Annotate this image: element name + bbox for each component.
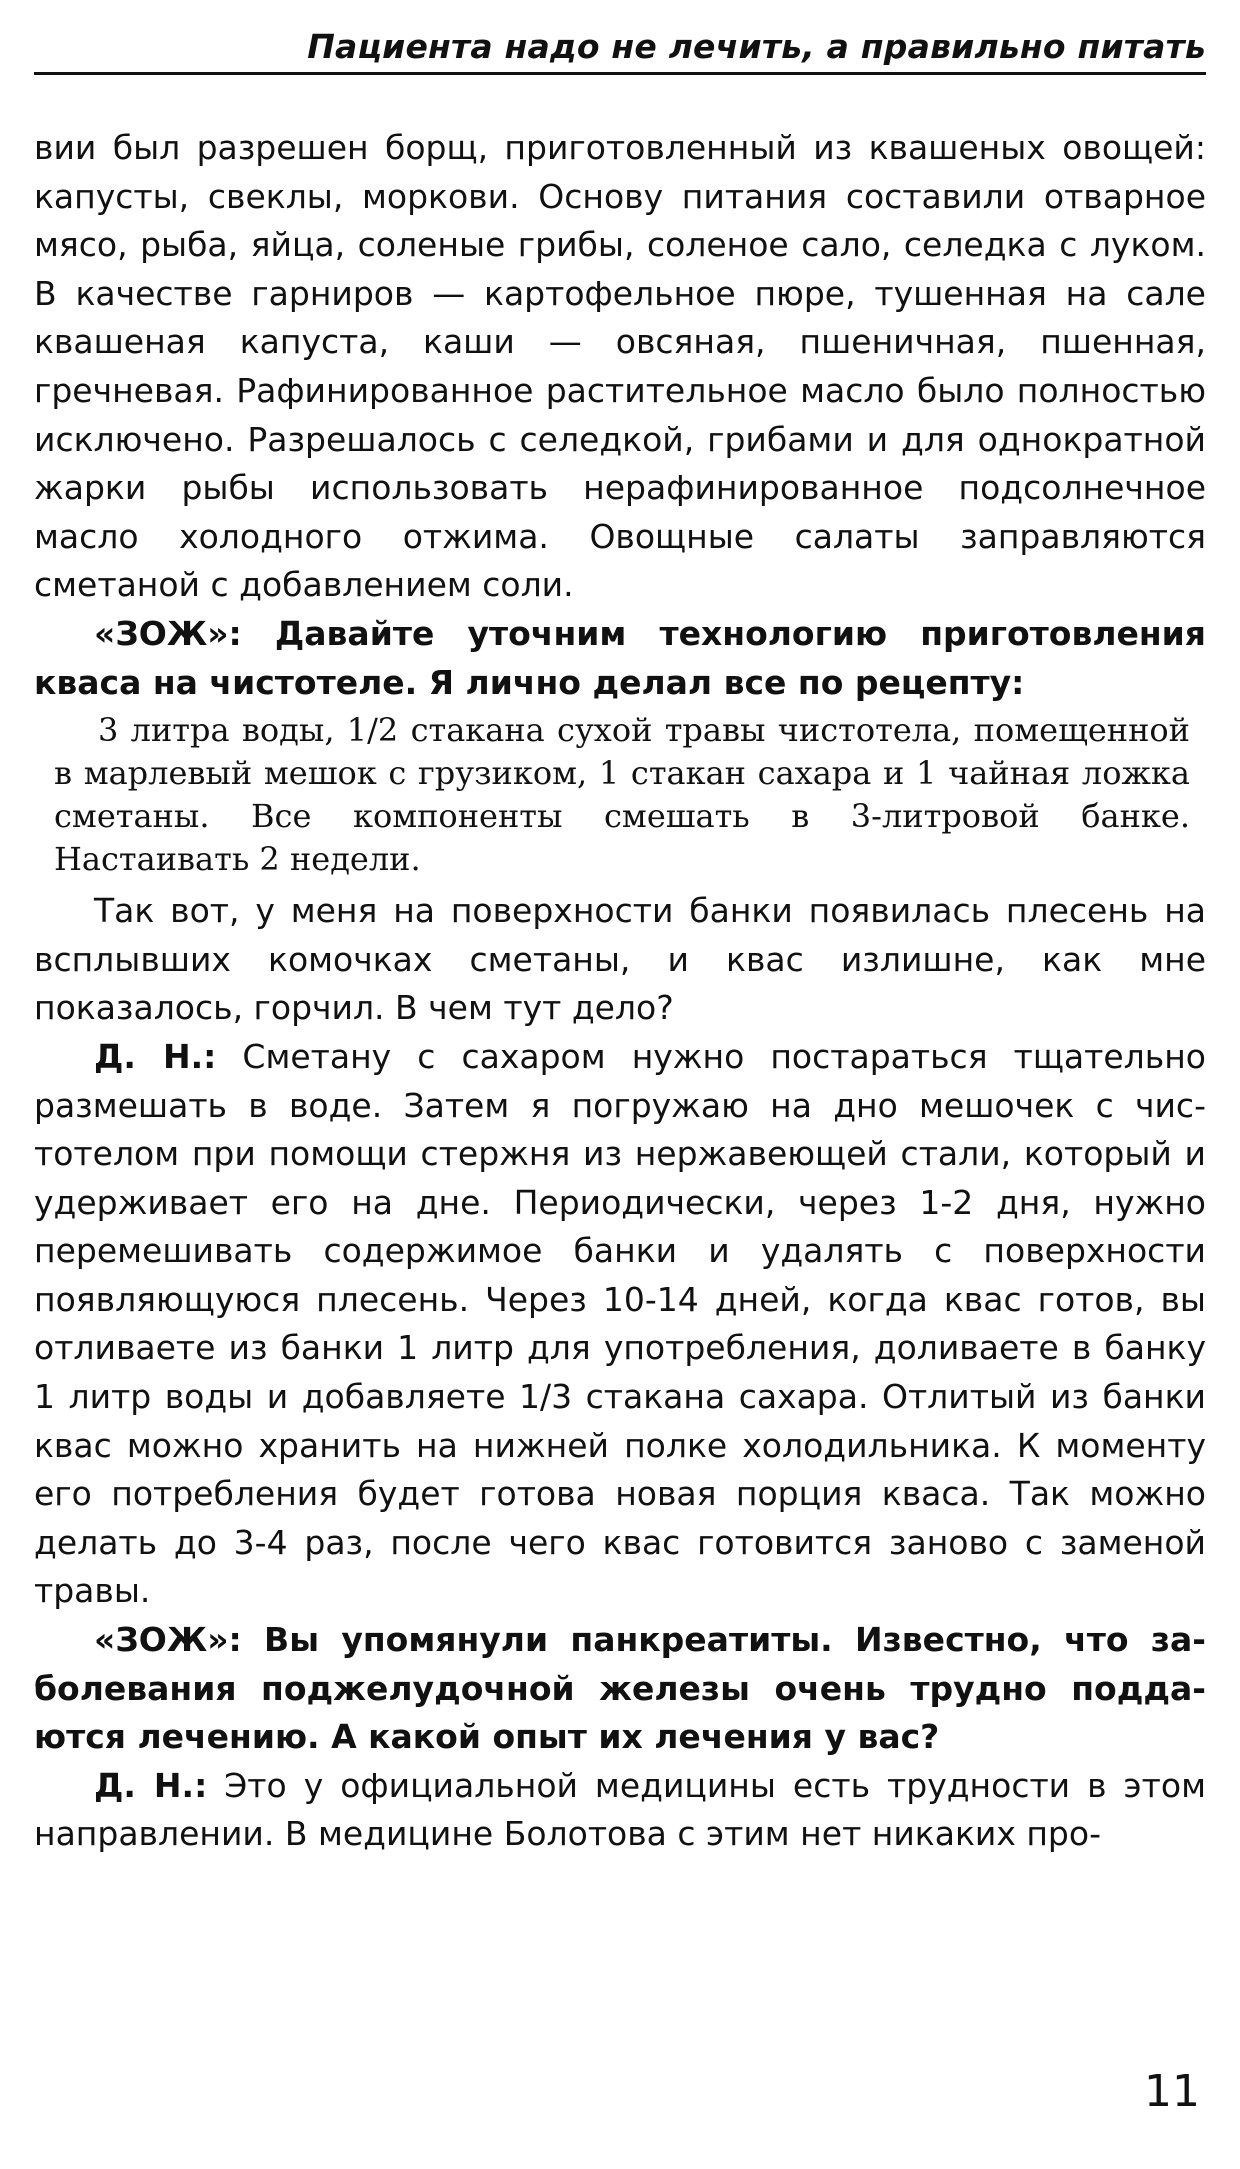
- interview-question: «ЗОЖ»: Давайте уточним технологию приготовления кваса на чистотеле. Я лично делал все по рецепту:: [34, 613, 1206, 702]
- interview-answer: [34, 1033, 1206, 1616]
- speaker-label: Д. Н.:: [94, 1036, 217, 1076]
- answer-text: Сметану с сахаром нужно постараться тщательно размешать в воде. Затем я погружаю на дно мешочек с чистотелом при помощи стержня из нержавеющей стали, который и удерживает его на дне. Периодически, через 1-2 дня, нужно перемешивать содержимое банки и удалять с поверхности появляющуюся плесень. Через 10-14 дней, когда квас готов, вы отливаете из банки 1 литр для употребления, доливаете в банку 1 литр воды и добавляете 1/3 стакана сахара. Отлитый из банки квас можно хранить на нижней полке холодильника. К моменту его потребления будет готова новая порция кваса. Так можно делать до 3-4 раз, после чего квас готовится заново с заменой травы.: [34, 1036, 1206, 1611]
- recipe-quote: 3 литра воды, 1/2 стакана сухой травы чистотела, помещенной в марлевый мешок с грузиком, 1 стакан сахара и 1 чайная ложка сметаны. Все компоненты смешать в 3-литровой банке. Настаивать 2 недели.: [54, 711, 1190, 879]
- page-number: 11: [1144, 2066, 1200, 2117]
- running-title: Пациента надо не лечить, а правильно питать: [34, 22, 1206, 75]
- interview-answer: [34, 1762, 1206, 1859]
- paragraph-continuation: вии был разрешен борщ, приготовленный из квашеных овощей: капусты, свеклы, моркови. Основу питания составили отварное мясо, рыба, яйца, соленые грибы, соленое сало, селедка с луком. В качестве гарниров — картофельное пюре, тушенная на сале квашеная капуста, каши — овсяная, пшеничная, пшенная, гречневая. Рафинированное растительное масло было полностью исключено. Разрешалось с селедкой, грибами и для однократной жарки рыбы использовать нерафинированное подсолнечное масло холодного отжима. Овощные салаты заправляются сметаной с добавлением соли.: [34, 128, 1206, 605]
- speaker-label: Д. Н.:: [94, 1765, 208, 1805]
- paragraph: Так вот, у меня на поверхности банки появилась плесень на всплывших комочках сметаны, и квас излишне, как мне показалось, горчил. В чем тут дело?: [34, 891, 1206, 1028]
- interview-question: «ЗОЖ»: Вы упомянули панкреатиты. Известно, что заболевания поджелудочной железы очень трудно поддаются лечению. А какой опыт их лечения у вас?: [34, 1620, 1206, 1757]
- answer-text: Это у официальной медицины есть трудности в этом направлении. В медицине Болотова с этим нет никаких про-: [34, 1765, 1206, 1854]
- page-body: [34, 124, 1206, 1859]
